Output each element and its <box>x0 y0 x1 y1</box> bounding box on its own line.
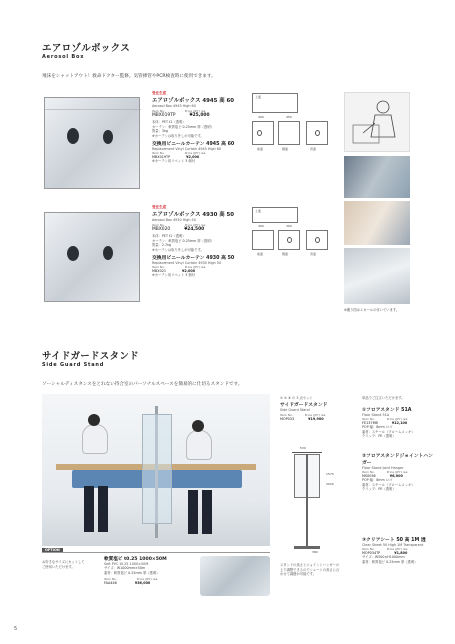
item-no-label: Item No. <box>104 577 117 582</box>
spec-line: 質量：3kg <box>152 129 168 134</box>
price-label: Price (JPY) /ea <box>184 223 206 227</box>
product-name-en: Aerosol Box 4930 High 50 <box>152 218 196 222</box>
set-item-no: MOP033 <box>280 416 295 421</box>
product-name: エアロゾルボックス 4945 高 60 <box>152 98 234 104</box>
dimension-label: 300 <box>286 224 292 228</box>
diagram-front-label: 前面 <box>257 252 264 256</box>
section-title-sideguard-en: Side Guard Stand <box>42 362 105 368</box>
spec-line: サイズ：W500×H1000mm <box>362 555 405 559</box>
dimension-label: 450 <box>286 115 292 119</box>
part-name-en: Floor Stand Joint Hanger <box>362 466 404 470</box>
photo-caption: ※撮り図はエカールの付いています。 <box>344 308 400 312</box>
arm-hole-left <box>67 128 79 144</box>
aerosol-intro: 飛沫をシャットアウト！救命ドクター監修。気管挿管やPCR検査時に使用できます。 <box>42 74 216 79</box>
part-2 <box>362 452 436 492</box>
doctor-sketch-icon <box>345 93 411 153</box>
spec-line: カーテン：軟質塩ビ 0.25mm 厚（透明） <box>152 238 214 243</box>
spec-line: クリップ：PE（透明） <box>362 487 396 492</box>
diagram-side-label: 側面 <box>282 147 289 151</box>
option-text: お好きなサイズにカットして ご使用いただけます。 <box>42 560 85 569</box>
price-label: Price (JPY) /ea <box>184 109 206 113</box>
item-no-label: Item No. <box>152 151 165 156</box>
soft-pvc-item-no: FAA446 <box>104 581 117 586</box>
dimension-label: 1570 <box>326 472 334 476</box>
arm-hole-left <box>67 246 79 261</box>
usage-photo-3 <box>344 248 410 304</box>
usage-photo-1 <box>344 156 410 198</box>
stand-note: スタンドの高さとジョイントハンガーの上下調整できるのでシュートの高さに合わせて調節が可能です。 <box>280 563 340 577</box>
spec-line: サイズ：W1000mm×50m <box>104 566 146 570</box>
item-no: MBX019TP <box>152 113 176 118</box>
section-title-aerosol-en: Aerosol Box <box>42 54 85 60</box>
dimension-label: 380 <box>312 550 318 554</box>
price-label: Price (JPY) /ea <box>304 412 326 417</box>
diagram-top-label: 上面 <box>255 209 262 213</box>
usage-photo-2 <box>344 201 410 245</box>
part-price: ¥1,800 <box>394 551 408 555</box>
replacement-note: ※カーテン用リベット 3 個付 <box>152 159 195 164</box>
replacement-name-en: Replacement Vinyl Curtain 4945 High 60 <box>152 147 222 152</box>
set-name-en: Side Guard Stand <box>280 407 310 412</box>
diagram-back-label: 背面 <box>310 147 317 151</box>
spec-line: 素材：スチール（プロームメッキ） <box>362 429 415 434</box>
soft-pvc-roll-image <box>200 556 270 596</box>
price-label: Price (JPY) /ea <box>184 151 206 156</box>
replacement-item-no: MBX019TP <box>152 155 171 160</box>
section-title-aerosol: エアロゾルボックス <box>42 43 131 54</box>
set-name: サイドガードスタンド <box>280 402 328 408</box>
part-name-en: Floor Stand 51A <box>362 413 390 417</box>
section-title-sideguard: サイドガードスタンド <box>42 351 139 362</box>
replacement-price: ¥2,000 <box>182 269 196 274</box>
price: ¥25,000 <box>189 113 210 118</box>
dimension-label: 490 <box>258 224 264 228</box>
price: ¥24,500 <box>184 227 205 232</box>
part-price: ¥6,000 <box>389 474 403 478</box>
part-1 <box>362 406 436 439</box>
product-name: エアロゾルボックス 4930 高 50 <box>152 212 234 218</box>
price-label: Price (JPY) /ea <box>136 577 158 582</box>
dimension-label: 490 <box>258 115 264 119</box>
item-no-label: Item No. <box>280 412 293 417</box>
replacement-name: 交換用ビニールカーテン 4930 高 50 <box>152 256 235 262</box>
diagram-top-label: 上面 <box>255 95 262 99</box>
set-items-label: ① ② ③ の 3 点セット <box>280 396 313 400</box>
part-name: ③クリアシート 50 高 1M 透 <box>362 538 426 543</box>
item-no: MBX020 <box>152 227 171 232</box>
part-item-no: MS0036 <box>362 474 376 478</box>
price-label: Price (JPY) /ea <box>386 470 408 474</box>
spec-line: 本体：PET t2（透明） <box>152 234 186 238</box>
price-label: Price (JPY) /ea <box>386 547 408 551</box>
diagram-side-label: 側面 <box>282 252 289 256</box>
item-no-label: Item No. <box>152 109 165 113</box>
spec-line: カーテン：軟質塩ビ 0.25mm 厚（透明） <box>152 124 214 129</box>
item-no-label: Item No. <box>152 265 165 270</box>
made-to-order-tag: 受注生産 <box>152 91 167 95</box>
single-order-label: 単品でご注文いただけます。 <box>362 396 405 400</box>
replacement-name: 交換用ビニールカーテン 4945 高 60 <box>152 142 235 148</box>
stand-diagram <box>282 446 342 554</box>
part-name: ①フロアスタンド 51A <box>362 408 412 413</box>
part-price: ¥12,100 <box>391 421 408 425</box>
replacement-name-en: Replacement Vinyl Curtain 4930 High 50 <box>152 261 222 266</box>
item-no-label: Item No. <box>362 547 375 551</box>
spec-line: 素材：スチール（プロームメッキ） <box>362 482 415 487</box>
spec-note: ※カーテンは取り外しが可能です。 <box>152 247 204 252</box>
item-no-label: Item No. <box>152 223 165 227</box>
item-no-label: Item No. <box>362 417 375 421</box>
aerosol-box-4945-image <box>44 97 140 189</box>
aerosol-box-4930-image <box>44 212 140 302</box>
made-to-order-tag: 受注生産 <box>152 205 167 209</box>
arm-hole-right <box>103 130 113 144</box>
set-price: ¥19,900 <box>308 416 324 421</box>
soft-pvc-name: 軟質塩ビ t0.25 1000×50M <box>104 557 167 562</box>
spec-line: 本体：PET t2（透明） <box>152 120 186 124</box>
spec-line: POP 幅：8mm ロゴ <box>362 478 393 482</box>
replacement-item-no: MBX021 <box>152 269 167 274</box>
part-3 <box>362 536 436 564</box>
part-name-en: Clear Sheet 50 High 1M Transparent <box>362 543 424 547</box>
part-name: ②フロアスタンドジョイントハンガー <box>362 454 433 466</box>
sideguard-intro: ソーシャルディスタンスをとれない待合室のパーソナルスペースを簡易的に仕切るスタンドです。 <box>42 382 243 387</box>
dimension-label: 2020 <box>326 482 334 486</box>
price-label: Price (JPY) /ea <box>386 417 408 421</box>
replacement-note: ※カーテン用リベット 3 個付 <box>152 273 195 278</box>
spec-line: 素材：軟質塩ビ 0.25mm 厚（透明） <box>104 570 160 575</box>
spec-line: 素材：軟質塩ビ 0.25mm 厚（透明） <box>362 559 418 564</box>
diagram-front-label: 前面 <box>257 147 264 151</box>
side-guard-photo <box>42 394 270 546</box>
item-no-label: Item No. <box>362 470 375 474</box>
spec-note: ※カーテンは取り外しが可能です。 <box>152 133 204 138</box>
spec-line: クリップ：PE（透明） <box>362 434 396 439</box>
aerosol-box-4945-diagram <box>252 93 332 165</box>
part-item-no: MOP034TP <box>362 551 381 555</box>
dimension-label: 530 <box>300 446 306 450</box>
diagram-back-label: 背面 <box>310 252 317 256</box>
soft-pvc-name-en: Soft PVC t0.25 1000×50M <box>104 562 149 566</box>
price-label: Price (JPY) /ea <box>184 265 206 270</box>
arm-hole-right <box>103 246 113 260</box>
product-name-en: Aerosol Box 4945 High 60 <box>152 104 196 108</box>
part-item-no: FE137MB <box>362 421 378 425</box>
replacement-price: ¥2,000 <box>186 155 200 160</box>
aerosol-box-4930-diagram <box>252 207 332 267</box>
page-number: 5 <box>14 626 18 632</box>
option-badge: OPTION <box>42 548 63 552</box>
usage-illustration <box>344 92 410 152</box>
spec-line: 質量：2.7kg <box>152 243 172 248</box>
soft-pvc-price: ¥36,000 <box>134 581 151 586</box>
spec-line: POP 幅：8mm ロゴ <box>362 425 393 429</box>
